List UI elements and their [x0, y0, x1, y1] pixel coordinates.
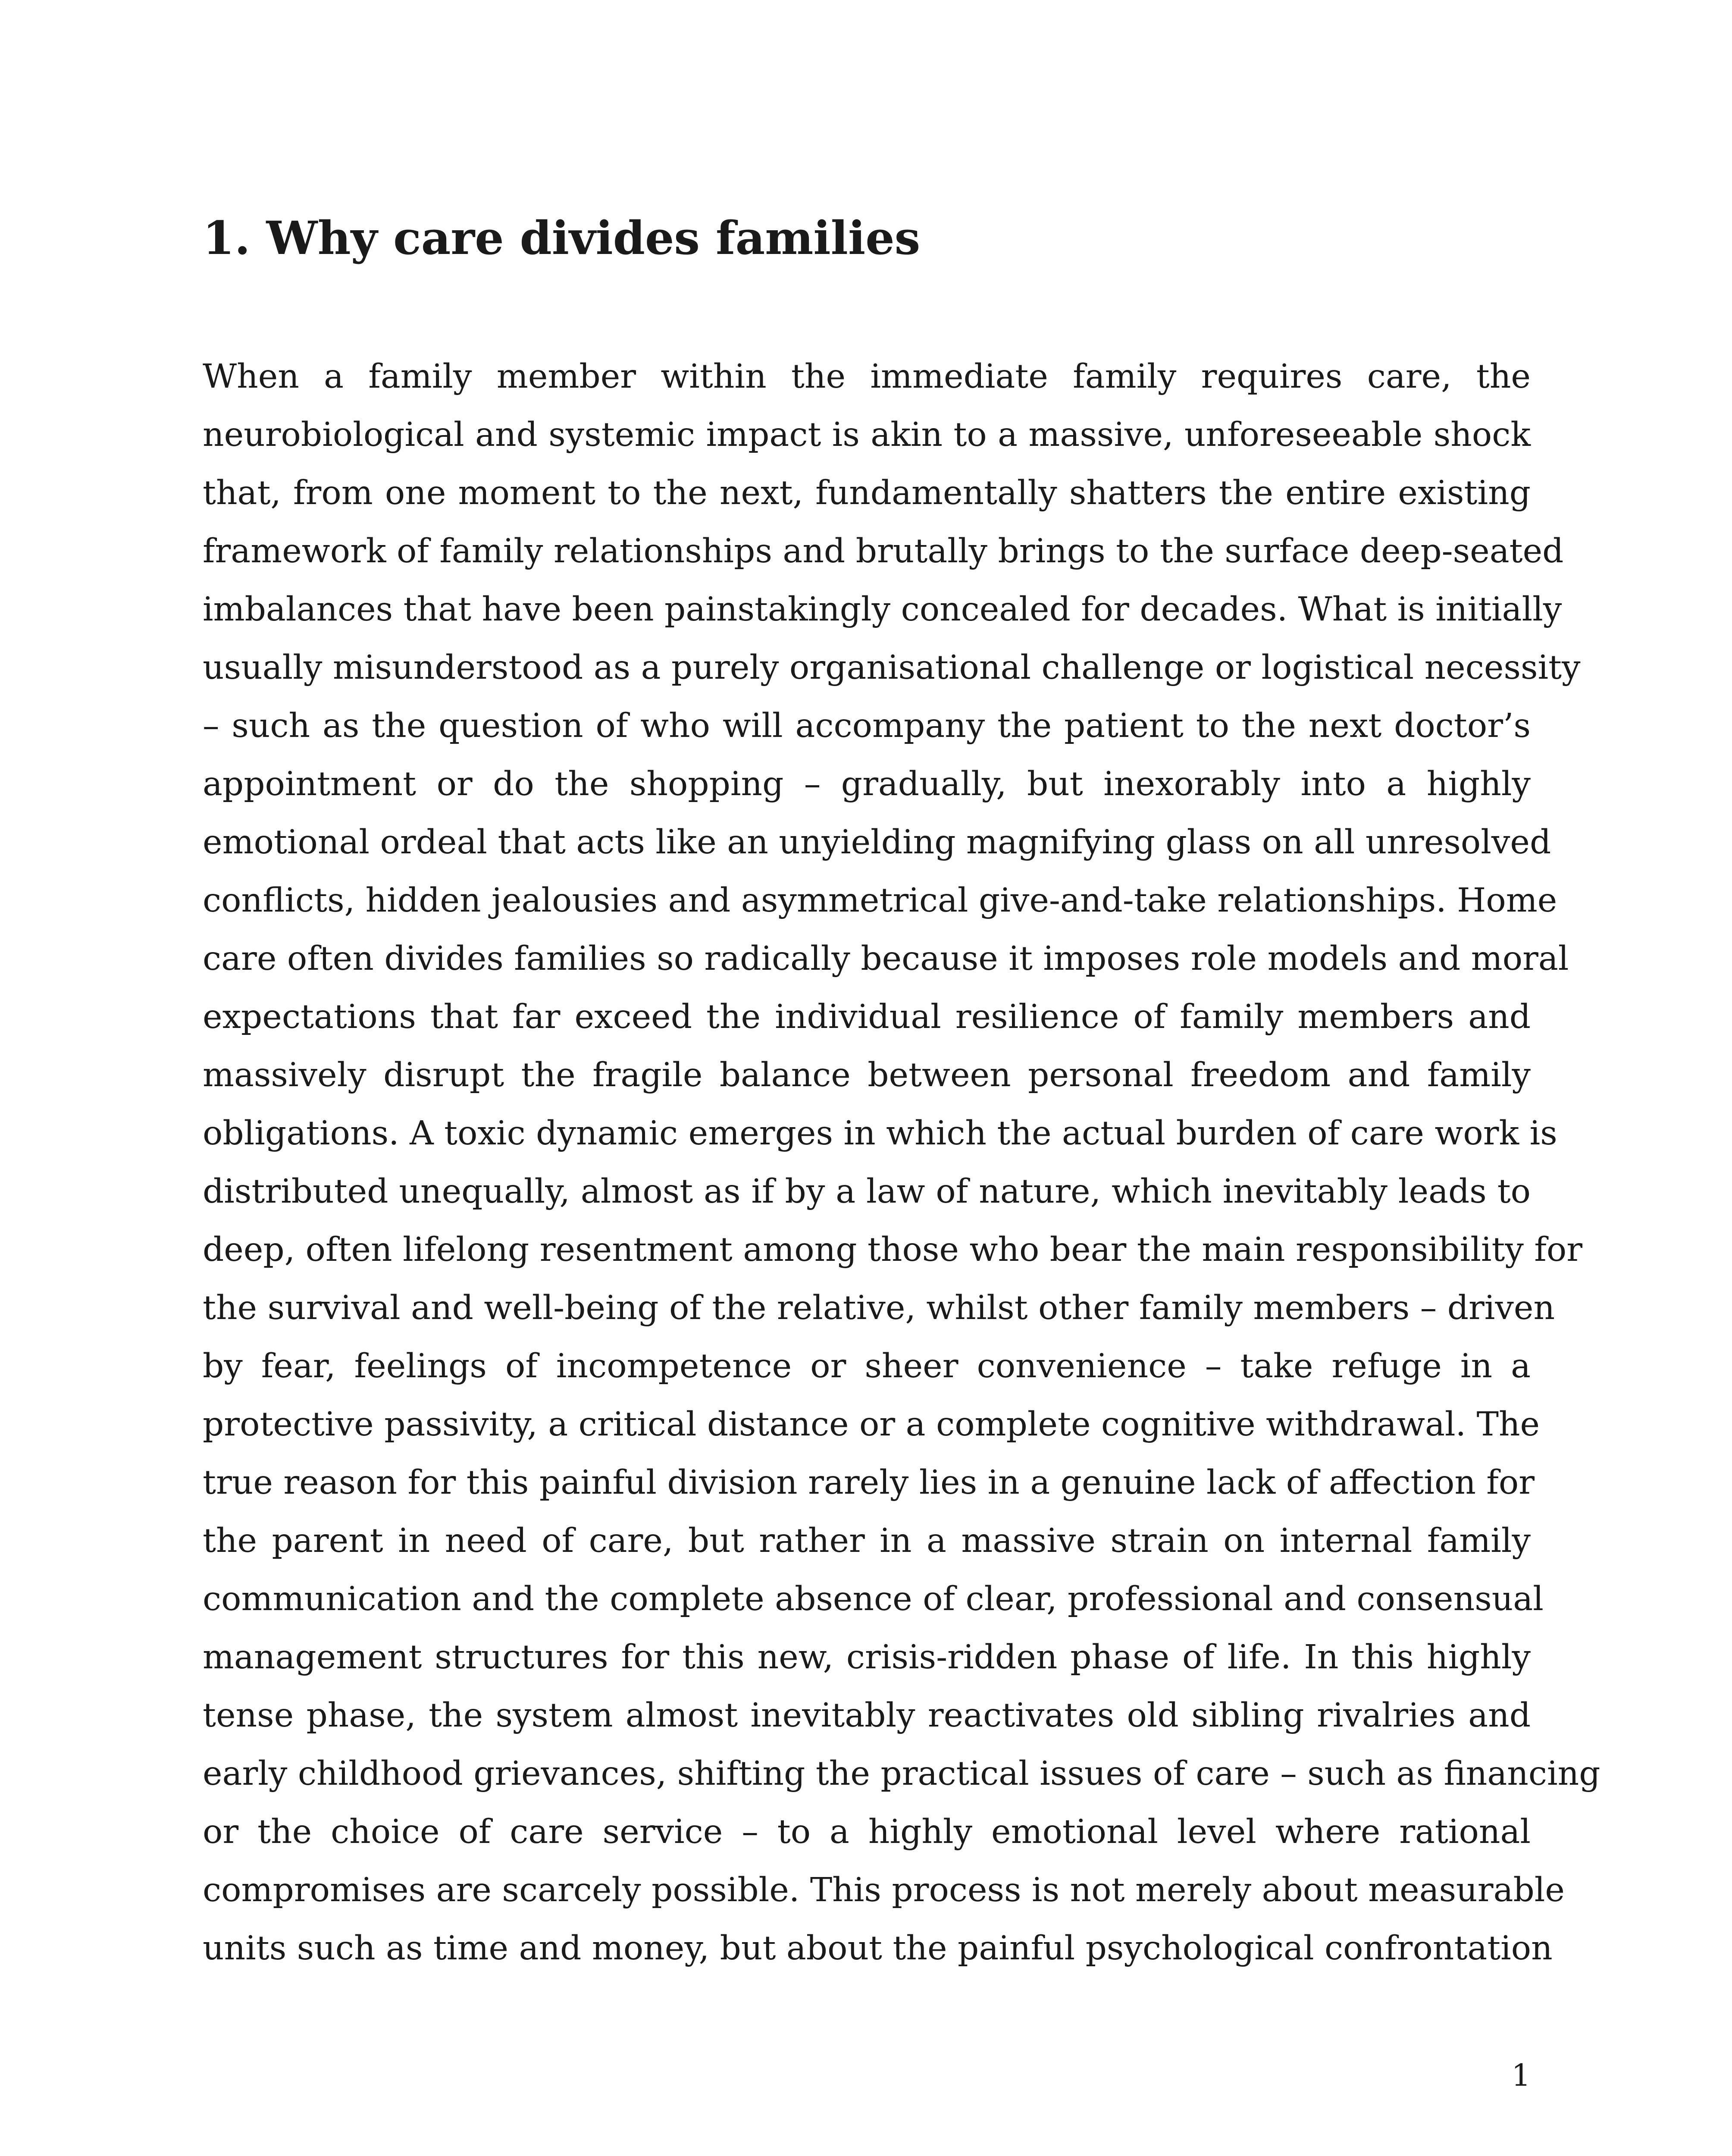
paragraph-line: compromises are scarcely possible. This process is not merely about measurable [203, 1871, 1565, 1909]
paragraph-line: or the choice of care service – to a highly emotional level where rational [203, 1813, 1531, 1851]
paragraph-line: that, from one moment to the next, fundamentally shatters the entire existing [203, 474, 1531, 512]
paragraph-line: communication and the complete absence of clear, professional and consensual [203, 1580, 1544, 1618]
paragraph-line: tense phase, the system almost inevitably reactivates old sibling rivalries and [203, 1696, 1531, 1735]
body-paragraph [203, 348, 1600, 1977]
section-heading: 1. Why care divides families [203, 211, 921, 265]
paragraph-line: care often divides families so radically because it imposes role models and moral [203, 940, 1569, 978]
paragraph-line: framework of family relationships and brutally brings to the surface deep-seated [203, 532, 1564, 570]
paragraph-line: appointment or do the shopping – gradually, but inexorably into a highly [203, 765, 1531, 803]
paragraph-line: expectations that far exceed the individual resilience of family members and [203, 998, 1531, 1036]
paragraph-line: protective passivity, a critical distance or a complete cognitive withdrawal. The [203, 1405, 1540, 1444]
paragraph-line: obligations. A toxic dynamic emerges in which the actual burden of care work is [203, 1114, 1557, 1153]
paragraph-line: emotional ordeal that acts like an unyielding magnifying glass on all unresolved [203, 823, 1551, 862]
paragraph-line: the parent in need of care, but rather in a massive strain on internal family [203, 1522, 1531, 1560]
paragraph-line: management structures for this new, crisis-ridden phase of life. In this highly [203, 1638, 1531, 1677]
paragraph-line: conflicts, hidden jealousies and asymmetrical give-and-take relationships. Home [203, 881, 1557, 920]
paragraph-line: imbalances that have been painstakingly concealed for decades. What is initially [203, 590, 1562, 629]
paragraph-line: deep, often lifelong resentment among those who bear the main responsibility for [203, 1231, 1583, 1269]
paragraph-line: massively disrupt the fragile balance between personal freedom and family [203, 1056, 1531, 1094]
paragraph-line: distributed unequally, almost as if by a law of nature, which inevitably leads to [203, 1172, 1531, 1211]
paragraph-line: usually misunderstood as a purely organisational challenge or logistical necessity [203, 649, 1581, 687]
page-number: 1 [1511, 2058, 1531, 2093]
paragraph-line: – such as the question of who will accompany the patient to the next doctor’s [203, 707, 1531, 745]
paragraph-line: units such as time and money, but about the painful psychological confrontation [203, 1929, 1553, 1968]
paragraph-line: by fear, feelings of incompetence or sheer convenience – take refuge in a [203, 1347, 1531, 1385]
paragraph-line: the survival and well-being of the relative, whilst other family members – driven [203, 1289, 1555, 1327]
paragraph-line: early childhood grievances, shifting the practical issues of care – such as financing [203, 1755, 1600, 1793]
paragraph-line: When a family member within the immediate family requires care, the [203, 357, 1531, 396]
paragraph-line: true reason for this painful division rarely lies in a genuine lack of affection for [203, 1463, 1535, 1502]
paragraph-line: neurobiological and systemic impact is akin to a massive, unforeseeable shock [203, 416, 1531, 454]
